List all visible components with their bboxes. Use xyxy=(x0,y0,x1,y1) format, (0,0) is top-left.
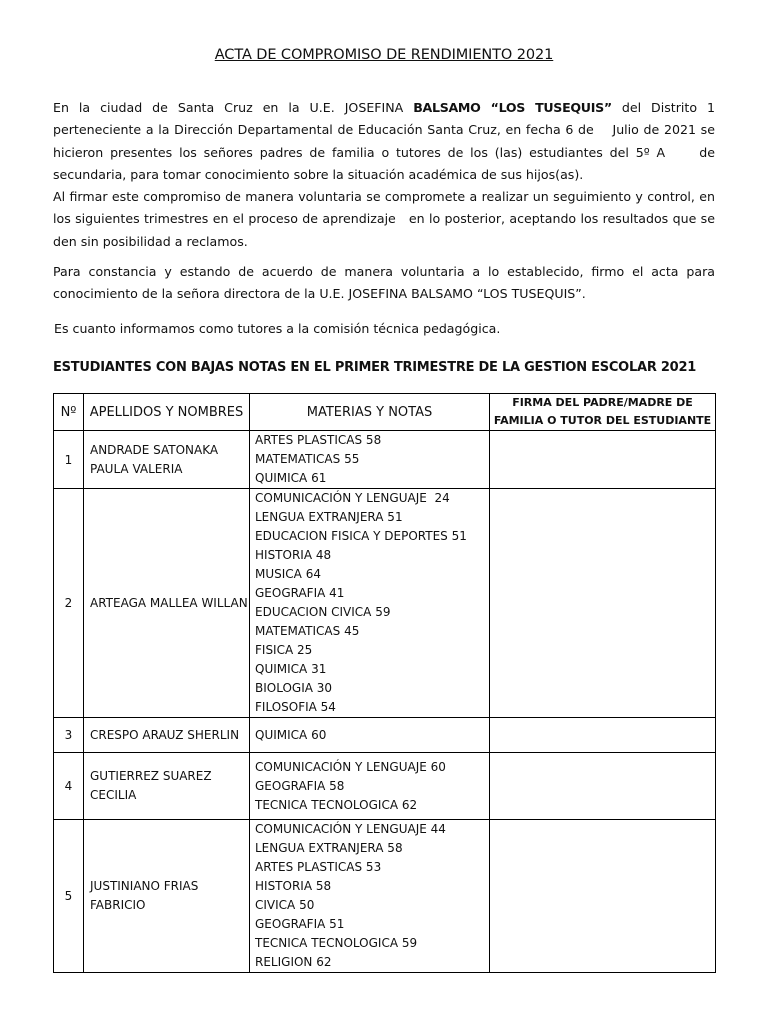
student-name: GUTIERREZ SUAREZ CECILIA xyxy=(84,753,250,820)
table-row xyxy=(54,718,716,753)
student-name: JUSTINIANO FRIAS FABRICIO xyxy=(84,820,250,973)
subject-grade: LENGUA EXTRANJERA 51 xyxy=(255,510,403,524)
closing-paragraph: Es cuanto informamos como tutores a la comisión técnica pedagógica. xyxy=(54,321,501,336)
subject-grade: QUIMICA 61 xyxy=(255,471,327,485)
subjects-and-grades xyxy=(250,718,490,753)
subject-grade: GEOGRAFIA 41 xyxy=(255,586,345,600)
intro-text-end: del Distrito 1 perteneciente a la Dirección Departamental de Educación Santa Cruz, en fecha 6 de Julio de 2021 se hicieron presentes los señores padres de familia o tutores de los (las) estudiantes del 5º A de secundaria, para tomar conocimiento sobre la situación académica de sus hijos(as). xyxy=(53,100,716,182)
header-names: APELLIDOS Y NOMBRES xyxy=(84,394,250,431)
subject-grade: QUIMICA 31 xyxy=(255,662,327,676)
table-row xyxy=(54,489,716,718)
subject-grade: FILOSOFIA 54 xyxy=(255,700,336,714)
subject-grade: HISTORIA 48 xyxy=(255,548,332,562)
subject-grade: QUIMICA 60 xyxy=(255,727,327,742)
subject-grade: COMUNICACIÓN Y LENGUAJE 44 xyxy=(255,822,446,836)
subjects-and-grades xyxy=(250,820,490,973)
subject-grade: ARTES PLASTICAS 53 xyxy=(255,860,382,874)
intro-paragraph xyxy=(53,97,715,253)
subjects-and-grades xyxy=(250,431,490,489)
signature-cell[interactable] xyxy=(490,753,716,820)
header-number: Nº xyxy=(54,394,84,431)
constancy-paragraph: Para constancia y estando de acuerdo de manera voluntaria a lo establecido, firmo el acta para conocimiento de la señora directora de la U.E. JOSEFINA BALSAMO “LOS TUSEQUIS”. xyxy=(53,264,715,302)
subject-grade: LENGUA EXTRANJERA 58 xyxy=(255,841,403,855)
subject-grade: CIVICA 50 xyxy=(255,898,315,912)
school-name-bold: BALSAMO “LOS TUSEQUIS” xyxy=(413,100,612,115)
subject-grade: HISTORIA 58 xyxy=(255,879,332,893)
subject-grade: TECNICA TECNOLOGICA 62 xyxy=(255,797,418,812)
signature-cell[interactable] xyxy=(490,489,716,718)
subject-grade: COMUNICACIÓN Y LENGUAJE 60 xyxy=(255,759,446,774)
student-name: ARTEAGA MALLEA WILLAN xyxy=(84,489,250,718)
document-title: ACTA DE COMPROMISO DE RENDIMIENTO 2021 xyxy=(214,47,554,63)
subject-grade: TECNICA TECNOLOGICA 59 xyxy=(255,936,418,950)
subject-grade: FISICA 25 xyxy=(255,643,313,657)
subject-grade: GEOGRAFIA 58 xyxy=(255,778,345,793)
header-signature: FIRMA DEL PADRE/MADRE DE FAMILIA O TUTOR DEL ESTUDIANTE xyxy=(490,394,716,431)
subject-grade: RELIGION 62 xyxy=(255,955,332,969)
subject-grade: MUSICA 64 xyxy=(255,567,321,581)
row-number: 4 xyxy=(54,753,84,820)
subject-grade: ARTES PLASTICAS 58 xyxy=(255,433,382,447)
row-number: 5 xyxy=(54,820,84,973)
table-row xyxy=(54,431,716,489)
subjects-and-grades xyxy=(250,489,490,718)
subjects-and-grades xyxy=(250,753,490,820)
table-row xyxy=(54,820,716,973)
header-subjects: MATERIAS Y NOTAS xyxy=(250,394,490,431)
commitment-text: Al firmar este compromiso de manera voluntaria se compromete a realizar un seguimiento y control, en los siguientes trimestres en el proceso de aprendizaje en lo posterior, aceptando los resultados que se den sin posibilidad a reclamos. xyxy=(53,189,715,249)
table-body xyxy=(54,431,716,973)
student-name: ANDRADE SATONAKA PAULA VALERIA xyxy=(84,431,250,489)
subject-grade: COMUNICACIÓN Y LENGUAJE 24 xyxy=(255,491,450,505)
student-name: CRESPO ARAUZ SHERLIN xyxy=(84,718,250,753)
table-row xyxy=(54,753,716,820)
signature-cell[interactable] xyxy=(490,820,716,973)
subject-grade: MATEMATICAS 45 xyxy=(255,624,360,638)
row-number: 2 xyxy=(54,489,84,718)
subject-grade: GEOGRAFIA 51 xyxy=(255,917,345,931)
signature-cell[interactable] xyxy=(490,431,716,489)
row-number: 3 xyxy=(54,718,84,753)
row-number: 1 xyxy=(54,431,84,489)
section-title: ESTUDIANTES CON BAJAS NOTAS EN EL PRIMER TRIMESTRE DE LA GESTION ESCOLAR 2021 xyxy=(53,360,697,375)
table-header-row xyxy=(54,394,716,431)
signature-cell[interactable] xyxy=(490,718,716,753)
students-table xyxy=(53,393,716,973)
subject-grade: EDUCACION FISICA Y DEPORTES 51 xyxy=(255,529,467,543)
intro-text-start: En la ciudad de Santa Cruz en la U.E. JOSEFINA xyxy=(53,100,414,115)
subject-grade: BIOLOGIA 30 xyxy=(255,681,333,695)
subject-grade: EDUCACION CIVICA 59 xyxy=(255,605,391,619)
subject-grade: MATEMATICAS 55 xyxy=(255,452,360,466)
